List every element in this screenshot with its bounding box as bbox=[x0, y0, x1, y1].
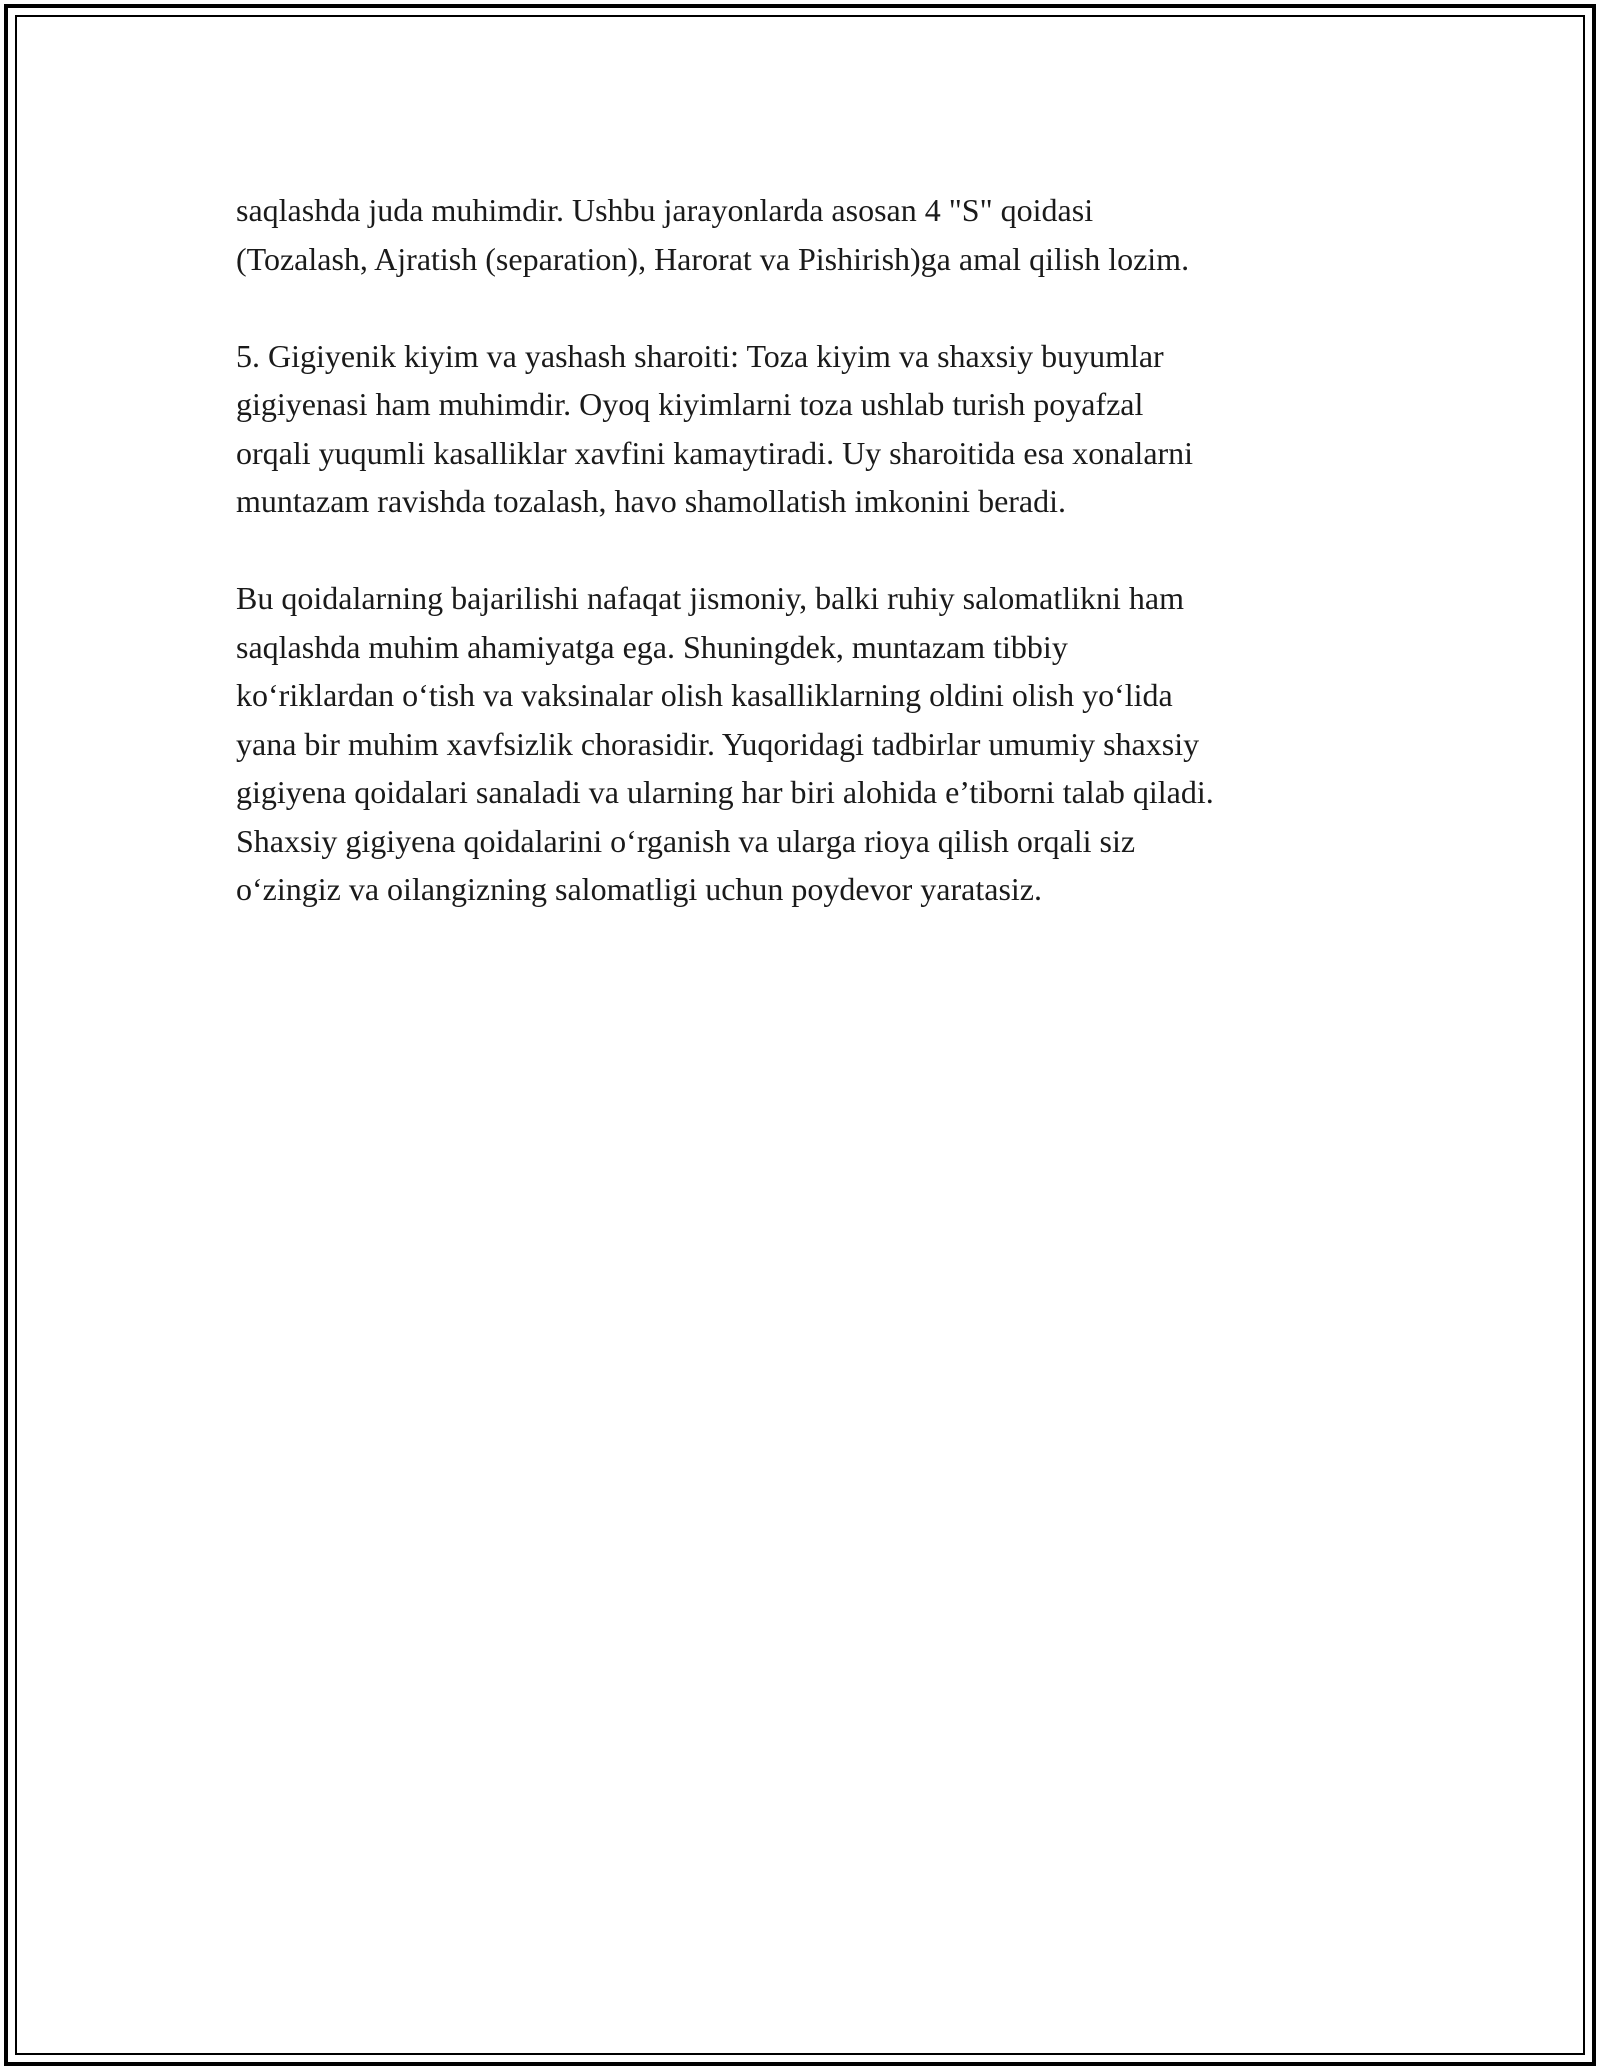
paragraph-conclusion: Bu qoidalarning bajarilishi nafaqat jismoniy, balki ruhiy salomatlikni ham saqlashda muhim ahamiyatga ega. Shuningdek, muntazam tibbiy ko‘riklardan o‘tish va vaksinalar olish kasalliklarning oldini olish yo‘lida yana bir muhim xavfsizlik chorasidir. Yuqoridagi tadbirlar umumiy shaxsiy gigiyena qoidalari sanaladi va ularning har biri alohida e’tiborni talab qiladi. Shaxsiy gigiyena qoidalarini o‘rganish va ularga rioya qilish orqali siz o‘zingiz va oilangizning salomatligi uchun poydevor yaratasiz. bbox=[236, 580, 1214, 907]
paragraph-food-safety: saqlashda juda muhimdir. Ushbu jarayonlarda asosan 4 "S" qoidasi (Tozalash, Ajratish (separation), Harorat va Pishirish)ga amal qilish lozim. bbox=[236, 192, 1190, 277]
paragraph-clothing-living-conditions: 5. Gigiyenik kiyim va yashash sharoiti: Toza kiyim va shaxsiy buyumlar gigiyenasi ham muhimdir. Oyoq kiyimlarni toza ushlab turish poyafzal orqali yuqumli kasalliklar xavfini kamaytiradi. Uy sharoitida esa xonalarni muntazam ravishda tozalash, havo shamollatish imkonini beradi. bbox=[236, 337, 1194, 519]
document-body bbox=[236, 186, 1386, 962]
